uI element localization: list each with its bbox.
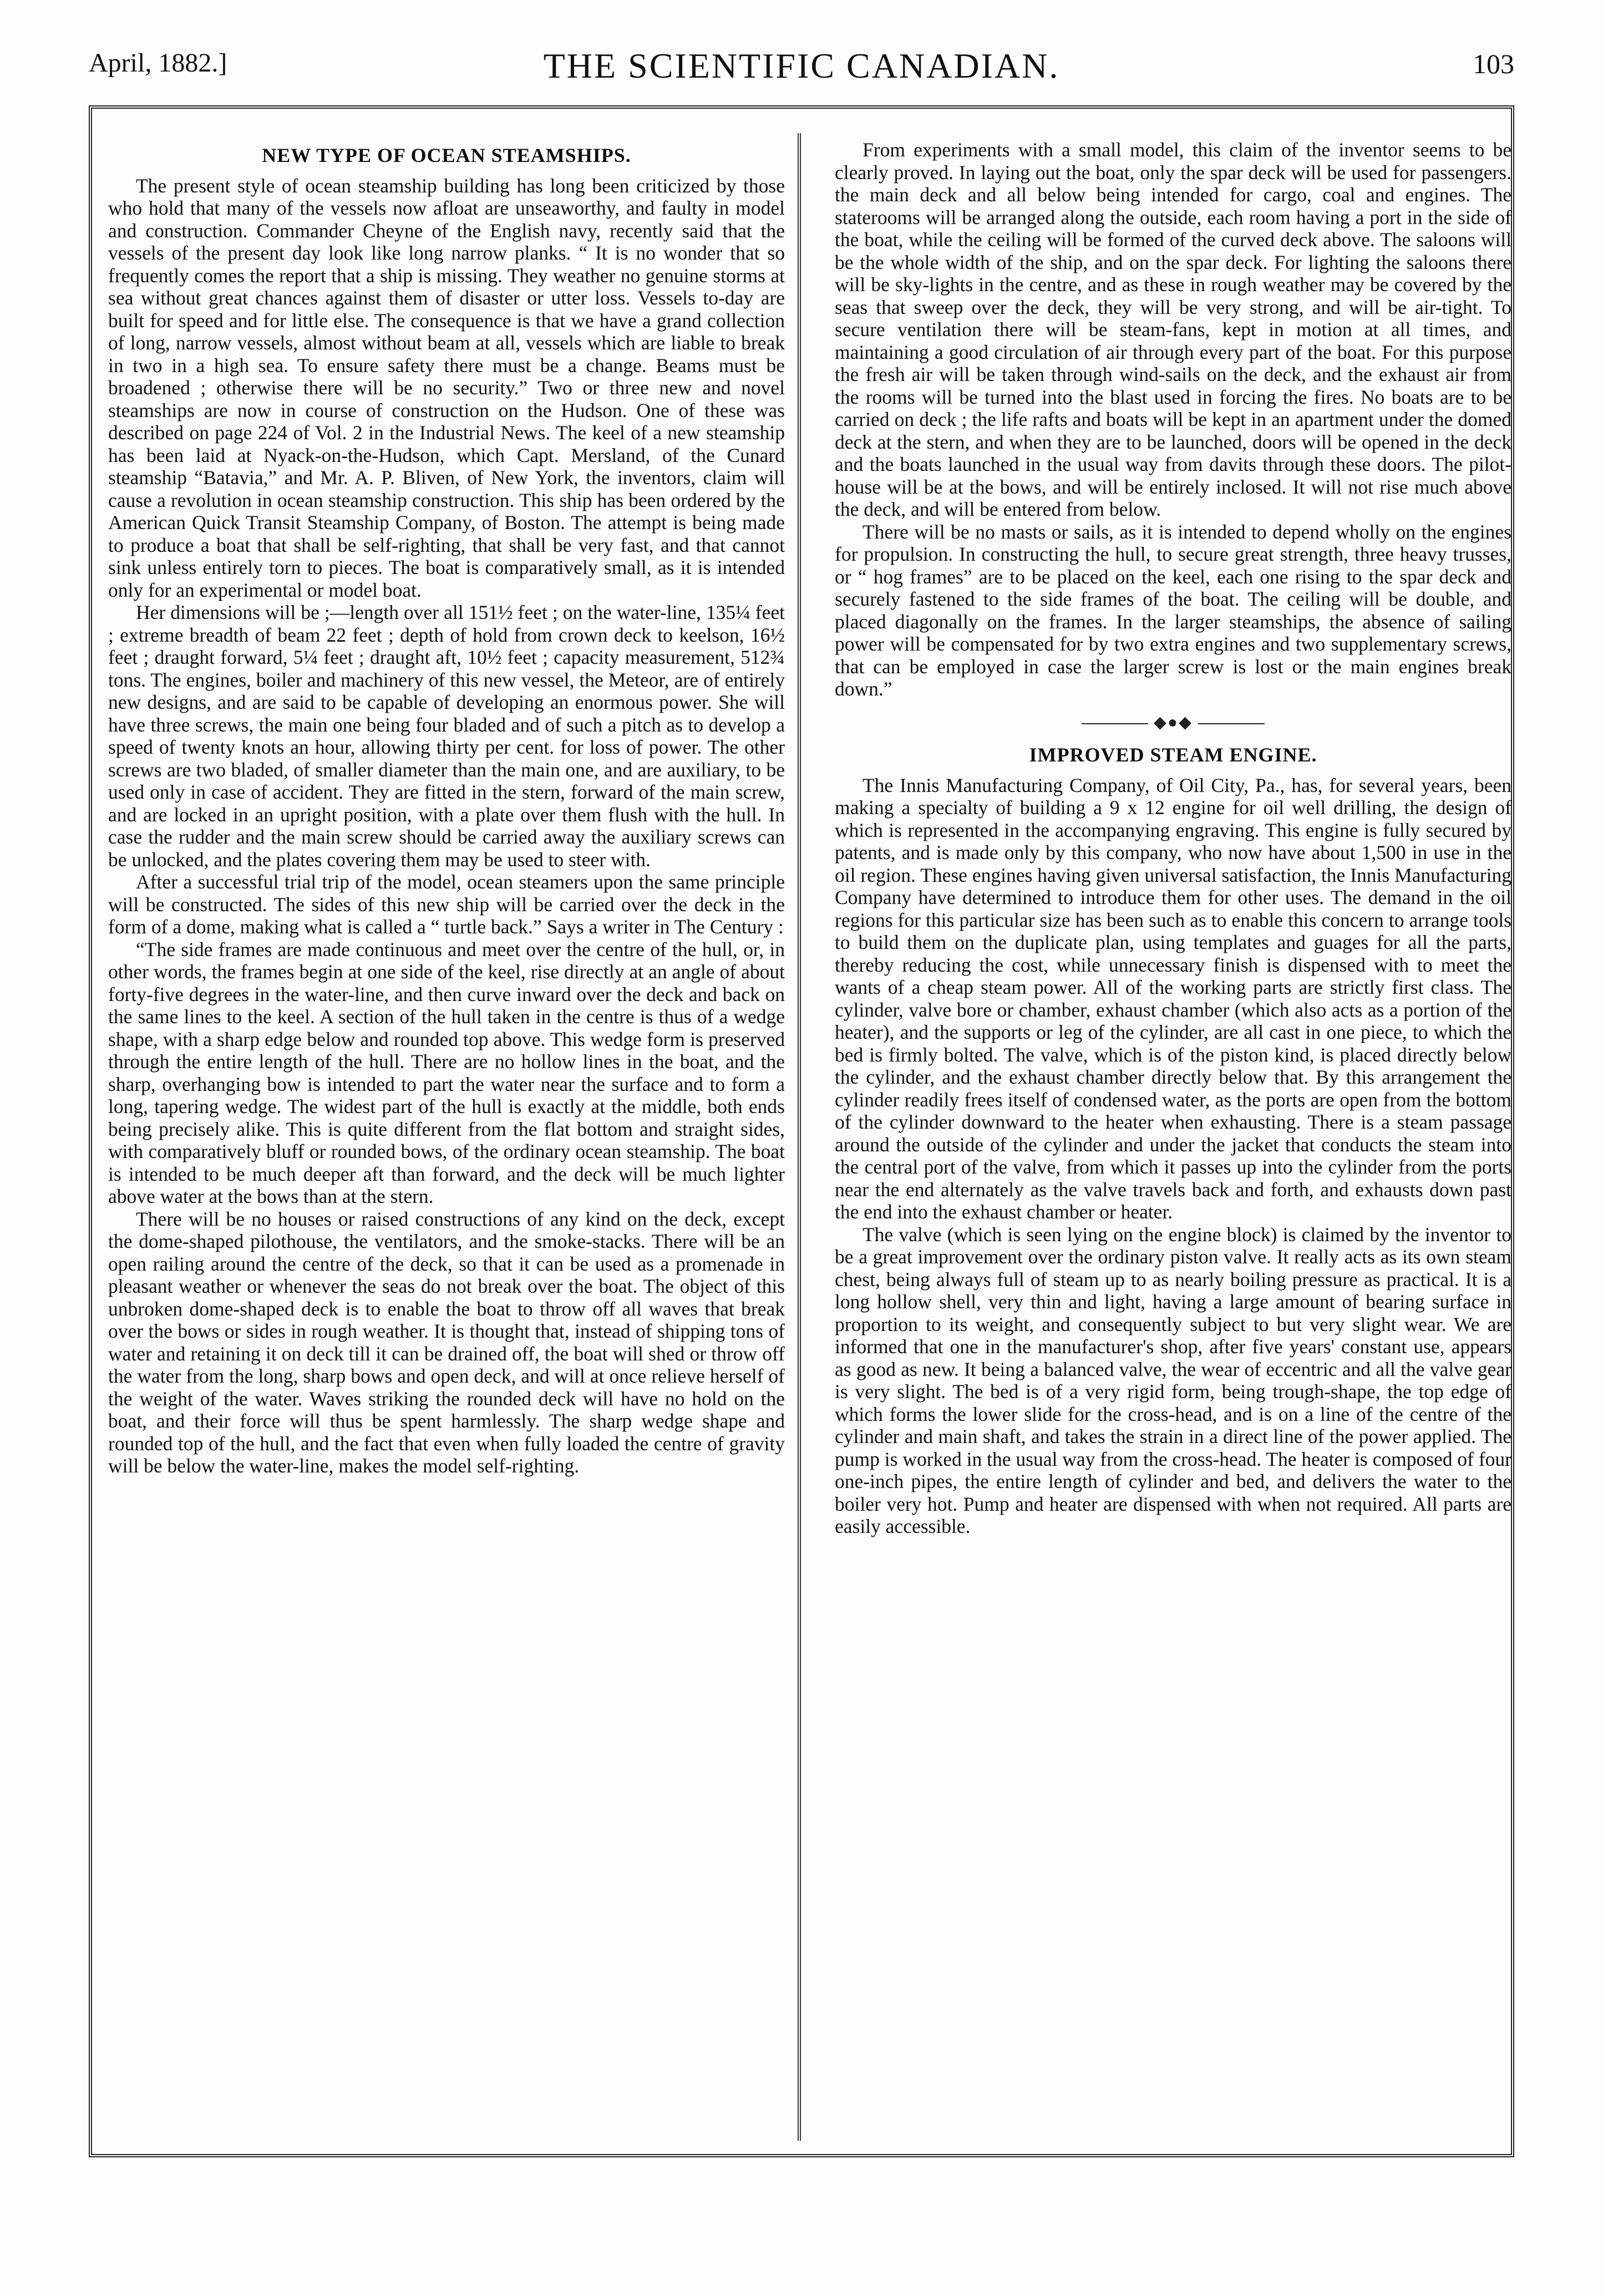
article-title-steam-engine: IMPROVED STEAM ENGINE. [1029,744,1317,766]
article-paragraph: There will be no houses or raised constructions of any kind on the deck, except the dome-shaped pilothouse, the ventilators, and the smoke-stacks. There will be an open railing around the centre of the deck, so that it can be used as a promenade in pleasant weather or whenever the seas do not break over the boat. The object of this unbroken dome-shaped deck is to enable the boat to throw off all waves that break over the bows or sides in rough weather. It is thought that, instead of shipping tons of water and retaining it on deck till it can be drained off, the boat will shed or throw off the water from the long, sharp bows and open deck, and will at once relieve herself of the weight of the water. Waves striking the rounded deck will have no hold on the boat, and their force will thus be spent harmlessly. The sharp wedge shape and rounded top of the hull, and the fact that even when fully loaded the centre of gravity will be below the water-line, makes the model self-righting. [108,1207,785,1477]
publication-title: THE SCIENTIFIC CANADIAN. [543,46,1060,85]
article-paragraph: The Innis Manufacturing Company, of Oil City, Pa., has, for several years, been making a specialty of building a 9 x 12 engine for oil well drilling, the design of which is represented in the accompanying engraving. This engine is fully secured by patents, and is made only by this company, who now have about 1,500 in use in the oil region. These engines having given universal satisfaction, the Innis Manufacturing Company have determined to introduce them for other uses. The demand in the oil regions for this particular size has been such as to enable this concern to arrange tools to build them on the duplicate plan, using templates and guages for all the parts, thereby reducing the cost, while unnecessary finish is dispensed with to meet the wants of a cheap steam power. All of the working parts are strictly first class. The cylinder, valve bore or chamber, exhaust chamber (which also acts as a portion of the heater), and the supports or leg of the cylinder, are all cast in one piece, to which the bed is firmly bolted. The valve, which is of the piston kind, is placed directly below the cylinder, and the exhaust chamber directly below that. By this arrangement the cylinder readily frees itself of condensed water, as the ports are open from the bottom of the cylinder downward to the heater when exhausting. There is a steam passage around the outside of the cylinder and under the jacket that conducts the steam into the central port of the valve, from which it passes up into the cylinder from the ports near the end alternately as the valve travels back and forth, and exhausts down past the end into the exhaust chamber or heater. [835,774,1511,1223]
page-number: 103 [1473,48,1514,79]
page-header [89,43,1514,93]
section-ornament: ◆●◆ [835,712,1511,734]
left-column [108,139,785,2135]
article-paragraph: The valve (which is seen lying on the engine block) is claimed by the inventor to be a great improvement over the ordinary piston valve. It really acts as its own steam chest, being always full of steam up to as nearly boiling pressure as practical. It is a long hollow shell, very thin and light, having a large amount of bearing surface in proportion to its weight, and consequently subject to but very slight wear. We are informed that one in the manufacturer's shop, after five years' constant use, appears as good as new. It being a balanced valve, the wear of eccentric and all the valve gear is very slight. The bed is of a very rigid form, being trough-shape, the top edge of which forms the lower slide for the cross-head, and is on a line of the centre of the cylinder and main shaft, and takes the strain in a direct line of the power applied. The pump is worked in the usual way from the cross-head. The heater is composed of four one-inch pipes, the entire length of cylinder and bed, and delivers the water to the boiler very hot. Pump and heater are dispensed with when not required. All parts are easily accessible. [835,1223,1511,1537]
article-paragraph: “The side frames are made continuous and meet over the centre of the hull, or, in other words, the frames begin at one side of the keel, rise directly at an angle of about forty-five degrees in the water-line, and then curve inward over the deck and back on the same lines to the keel. A section of the hull taken in the centre is thus of a wedge shape, with a sharp edge below and rounded top above. This wedge form is preserved through the entire length of the hull. There are no hollow lines in the boat, and the sharp, overhanging bow is intended to part the water near the surface and to form a long, tapering wedge. The widest part of the hull is exactly at the middle, both ends being precisely alike. This is quite different from the flat bottom and straight sides, with comparatively bluff or rounded bows, of the ordinary ocean steamship. The boat is intended to be much deeper aft than forward, and the deck will be much lighter above water at the bows than at the stern. [108,938,785,1207]
article-paragraph: From experiments with a small model, this claim of the inventor seems to be clearly proved. In laying out the boat, only the spar deck will be used for passengers. the main deck and all below being intended for cargo, coal and engines. The staterooms will be arranged along the outside, each room having a port in the side of the boat, while the ceiling will be formed of the curved deck above. The saloons will be the whole width of the ship, and on the spar deck. For lighting the saloons there will be sky-lights in the centre, and as these in rough weather may be covered by the seas that sweep over the deck, they will be very strong, and will be air-tight. To secure ventilation there will be steam-fans, kept in motion at all times, and maintaining a good circulation of air through every part of the boat. For this purpose the fresh air will be taken through wind-sails on the deck, and the exhaust air from the rooms will be turned into the blast used in forcing the fires. No boats are to be carried on deck ; the life rafts and boats will be kept in an apartment under the domed deck at the stern, and when they are to be launched, doors will be opened in the deck and the boats launched in the usual way from davits through these doors. The pilot-house will be at the bows, and will be entirely inclosed. It will not rise much above the deck, and will be entered from below. [835,139,1511,520]
issue-date: April, 1882.] [89,48,227,78]
article-paragraph: After a successful trial trip of the model, ocean steamers upon the same principle will be constructed. The sides of this new ship will be carried over the deck in the form of a dome, making what is called a “ turtle back.” Says a writer in The Century : [108,871,785,938]
right-column [835,139,1511,2135]
article-title-ocean-steamships: NEW TYPE OF OCEAN STEAMSHIPS. [262,144,631,166]
article-paragraph: Her dimensions will be ;—length over all 151½ feet ; on the water-line, 135¼ feet ; extreme breadth of beam 22 feet ; depth of hold from crown deck to keelson, 16½ feet ; draught forward, 5¼ feet ; draught aft, 10½ feet ; capacity measurement, 512¾ tons. The engines, boiler and machinery of this new vessel, the Meteor, are of entirely new designs, and are said to be capable of developing an enormous power. She will have three screws, the main one being four bladed and of such a pitch as to develop a speed of twenty knots an hour, allowing thirty per cent. for loss of power. The other screws are two bladed, of smaller diameter than the main one, and are auxiliary, to be used only in case of accident. They are fitted in the stern, forward of the main screw, and are locked in an upright position, with a plate over them flush with the hull. In case the rudder and the main screw should be carried away the auxiliary screws can be unlocked, and the plates covering them may be used to steer with. [108,601,785,871]
article-paragraph: The present style of ocean steamship building has long been criticized by those who hold that many of the vessels now afloat are unseaworthy, and faulty in model and construction. Commander Cheyne of the English navy, recently said that the vessels of the present day look like long narrow planks. “ It is no wonder that so frequently comes the report that a ship is missing. They weather no genuine storms at sea without great chances against them of disaster or utter loss. Vessels to-day are built for speed and for little else. The consequence is that we have a grand collection of long, narrow vessels, almost without beam at all, vessels which are liable to break in two in a high sea. To ensure safety there must be a change. Beams must be broadened ; otherwise there will be no security.” Two or three new and novel steamships are now in course of construction on the Hudson. One of these was described on page 224 of Vol. 2 in the Industrial News. The keel of a new steamship has been laid at Nyack-on-the-Hudson, which Capt. Mersland, of the Cunard steamship “Batavia,” and Mr. A. P. Bliven, of New York, the inventors, claim will cause a revolution in ocean steamship construction. This ship has been ordered by the American Quick Transit Steamship Company, of Boston. The attempt is being made to produce a boat that shall be self-righting, that shall be very fast, and that cannot sink unless entirely torn to pieces. The boat is comparatively small, as it is intended only for an experimental or model boat. [108,174,785,601]
column-divider [798,133,801,2141]
article-paragraph: There will be no masts or sails, as it is intended to depend wholly on the engines for propulsion. In constructing the hull, to secure great strength, three heavy trusses, or “ hog frames” are to be placed on the keel, each one rising to the spar deck and securely fastened to the side frames of the boat. The ceiling will be double, and placed diagonally on the frames. In the larger steamships, the absence of sailing power will be compensated for by two extra engines and two supplementary screws, that can be employed in case the larger screw is lost or the main engines break down.” [835,520,1511,700]
